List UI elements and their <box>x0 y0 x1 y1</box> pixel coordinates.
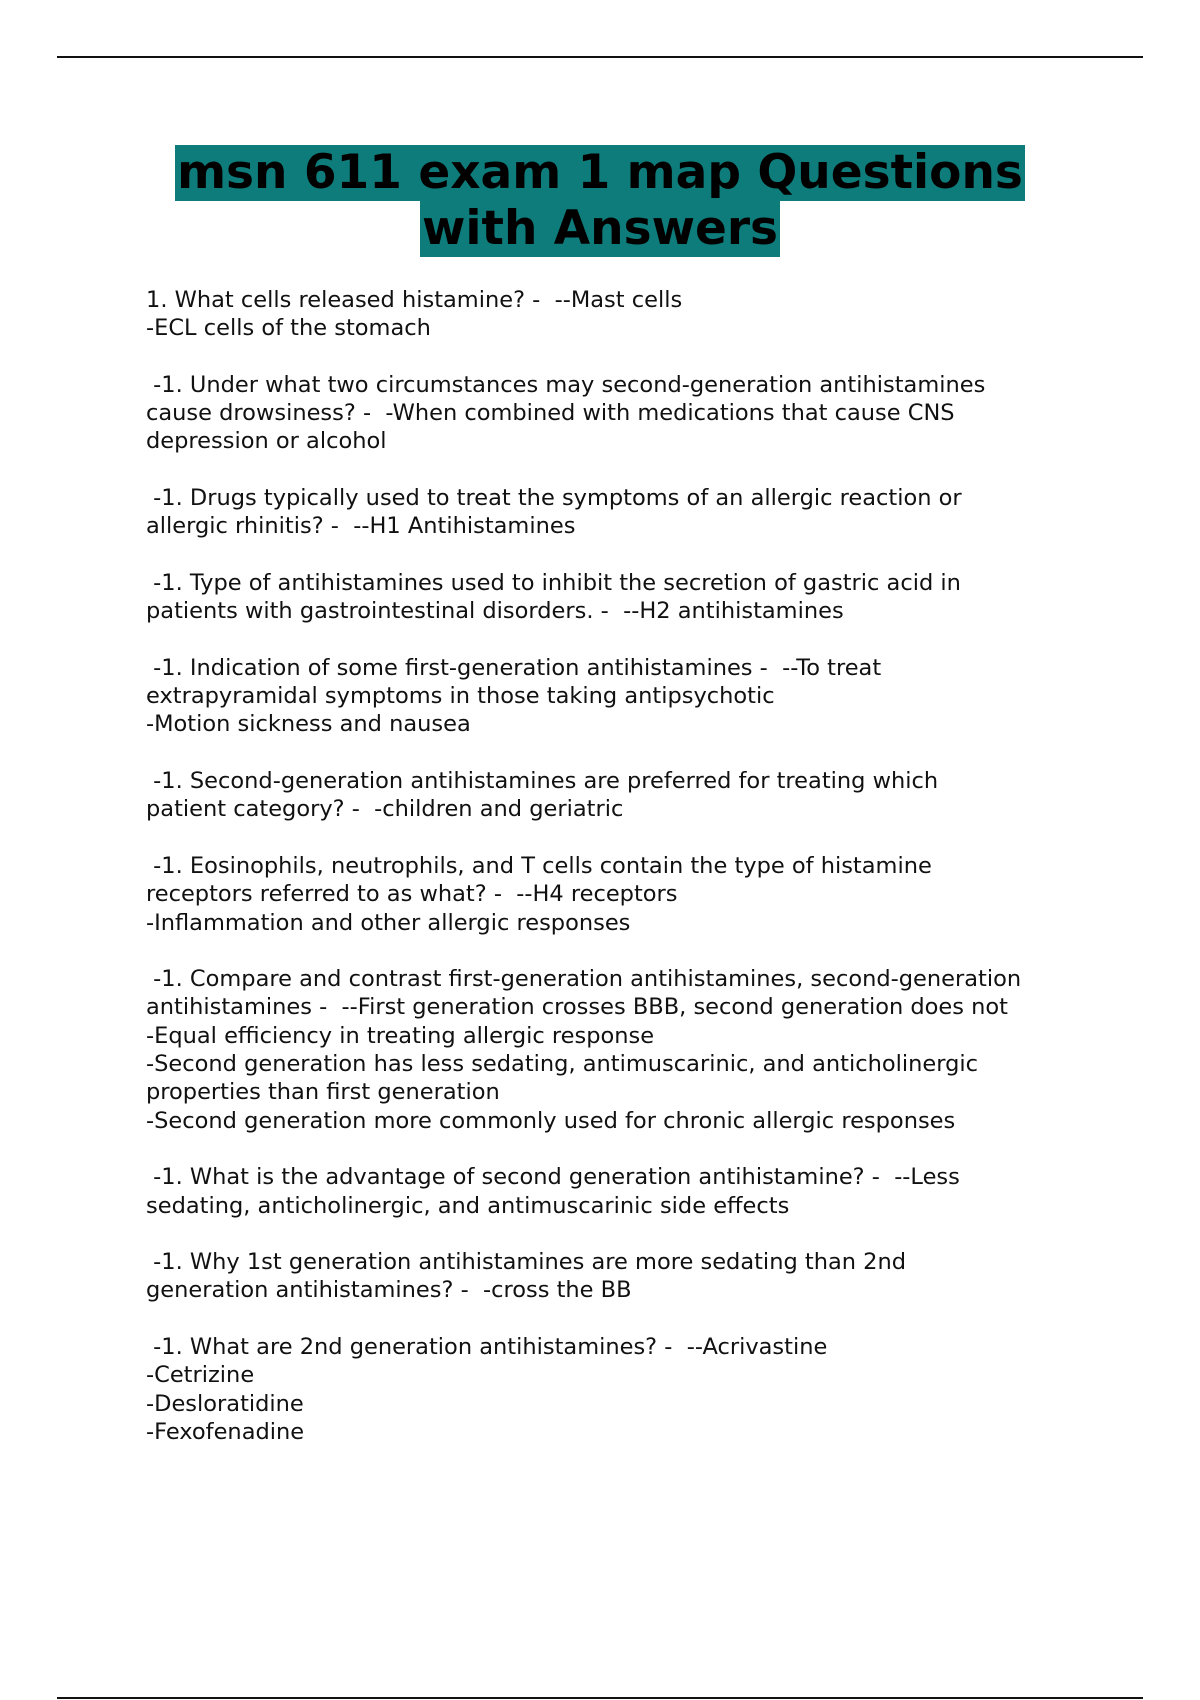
qa-item <box>146 371 1096 456</box>
qa-line: -Desloratidine <box>146 1390 304 1417</box>
qa-line: extrapyramidal symptoms in those taking antipsychotic <box>146 683 775 710</box>
title-block <box>0 145 1200 257</box>
qa-line: -1. Why 1st generation antihistamines are more sedating than 2nd <box>146 1249 907 1276</box>
qa-line: -Second generation has less sedating, antimuscarinic, and anticholinergic <box>146 1051 978 1078</box>
qa-line: -ECL cells of the stomach <box>146 315 431 342</box>
qa-line: -Motion sickness and nausea <box>146 711 471 738</box>
qa-line: 1. What cells released histamine? - --Mast cells <box>146 287 683 313</box>
qa-line: -Inflammation and other allergic responses <box>146 909 631 936</box>
qa-item <box>146 1248 1096 1305</box>
qa-item <box>146 852 1096 937</box>
title-line-1: msn 611 exam 1 map Questions <box>177 145 1023 200</box>
qa-line: -Equal efficiency in treating allergic response <box>146 1022 655 1049</box>
qa-item <box>146 569 1096 626</box>
qa-line: -1. What are 2nd generation antihistamines? - --Acrivastine <box>146 1333 828 1360</box>
title-line-2: with Answers <box>421 201 779 256</box>
qa-line: -Second generation more commonly used for chronic allergic responses <box>146 1107 956 1134</box>
qa-line: properties than first generation <box>146 1079 500 1106</box>
qa-line: -1. Under what two circumstances may second-generation antihistamines <box>146 371 986 398</box>
bottom-divider <box>57 1697 1143 1699</box>
qa-item <box>146 1163 1096 1220</box>
qa-line: allergic rhinitis? - --H1 Antihistamines <box>146 513 576 540</box>
qa-item <box>146 767 1096 824</box>
qa-line: -Cetrizine <box>146 1362 255 1389</box>
qa-line: -1. Compare and contrast first-generation antihistamines, second-generation <box>146 966 1022 993</box>
qa-line: receptors referred to as what? - --H4 receptors <box>146 881 678 908</box>
qa-line: -1. Type of antihistamines used to inhibit the secretion of gastric acid in <box>146 569 961 596</box>
qa-line: generation antihistamines? - -cross the BB <box>146 1277 632 1304</box>
qa-line: patients with gastrointestinal disorders. - --H2 antihistamines <box>146 598 844 625</box>
qa-item <box>146 286 1096 343</box>
page-title <box>0 145 1200 257</box>
qa-line: -1. Drugs typically used to treat the symptoms of an allergic reaction or <box>146 485 962 512</box>
qa-line: -1. What is the advantage of second generation antihistamine? - --Less <box>146 1164 960 1191</box>
qa-item <box>146 1333 1096 1446</box>
qa-line: patient category? - -children and geriatric <box>146 796 624 823</box>
qa-line: sedating, anticholinergic, and antimuscarinic side effects <box>146 1192 790 1219</box>
qa-item <box>146 484 1096 541</box>
qa-line: antihistamines - --First generation crosses BBB, second generation does not <box>146 994 1008 1021</box>
qa-line: -1. Eosinophils, neutrophils, and T cells contain the type of histamine <box>146 852 932 879</box>
qa-line: depression or alcohol <box>146 428 387 455</box>
qa-item <box>146 965 1096 1135</box>
qa-line: -Fexofenadine <box>146 1418 305 1445</box>
qa-list <box>146 286 1096 1474</box>
qa-line: -1. Second-generation antihistamines are preferred for treating which <box>146 768 939 795</box>
qa-line: cause drowsiness? - -When combined with medications that cause CNS <box>146 400 955 427</box>
qa-item <box>146 654 1096 739</box>
top-divider <box>57 56 1143 58</box>
qa-line: -1. Indication of some first-generation antihistamines - --To treat <box>146 654 882 681</box>
